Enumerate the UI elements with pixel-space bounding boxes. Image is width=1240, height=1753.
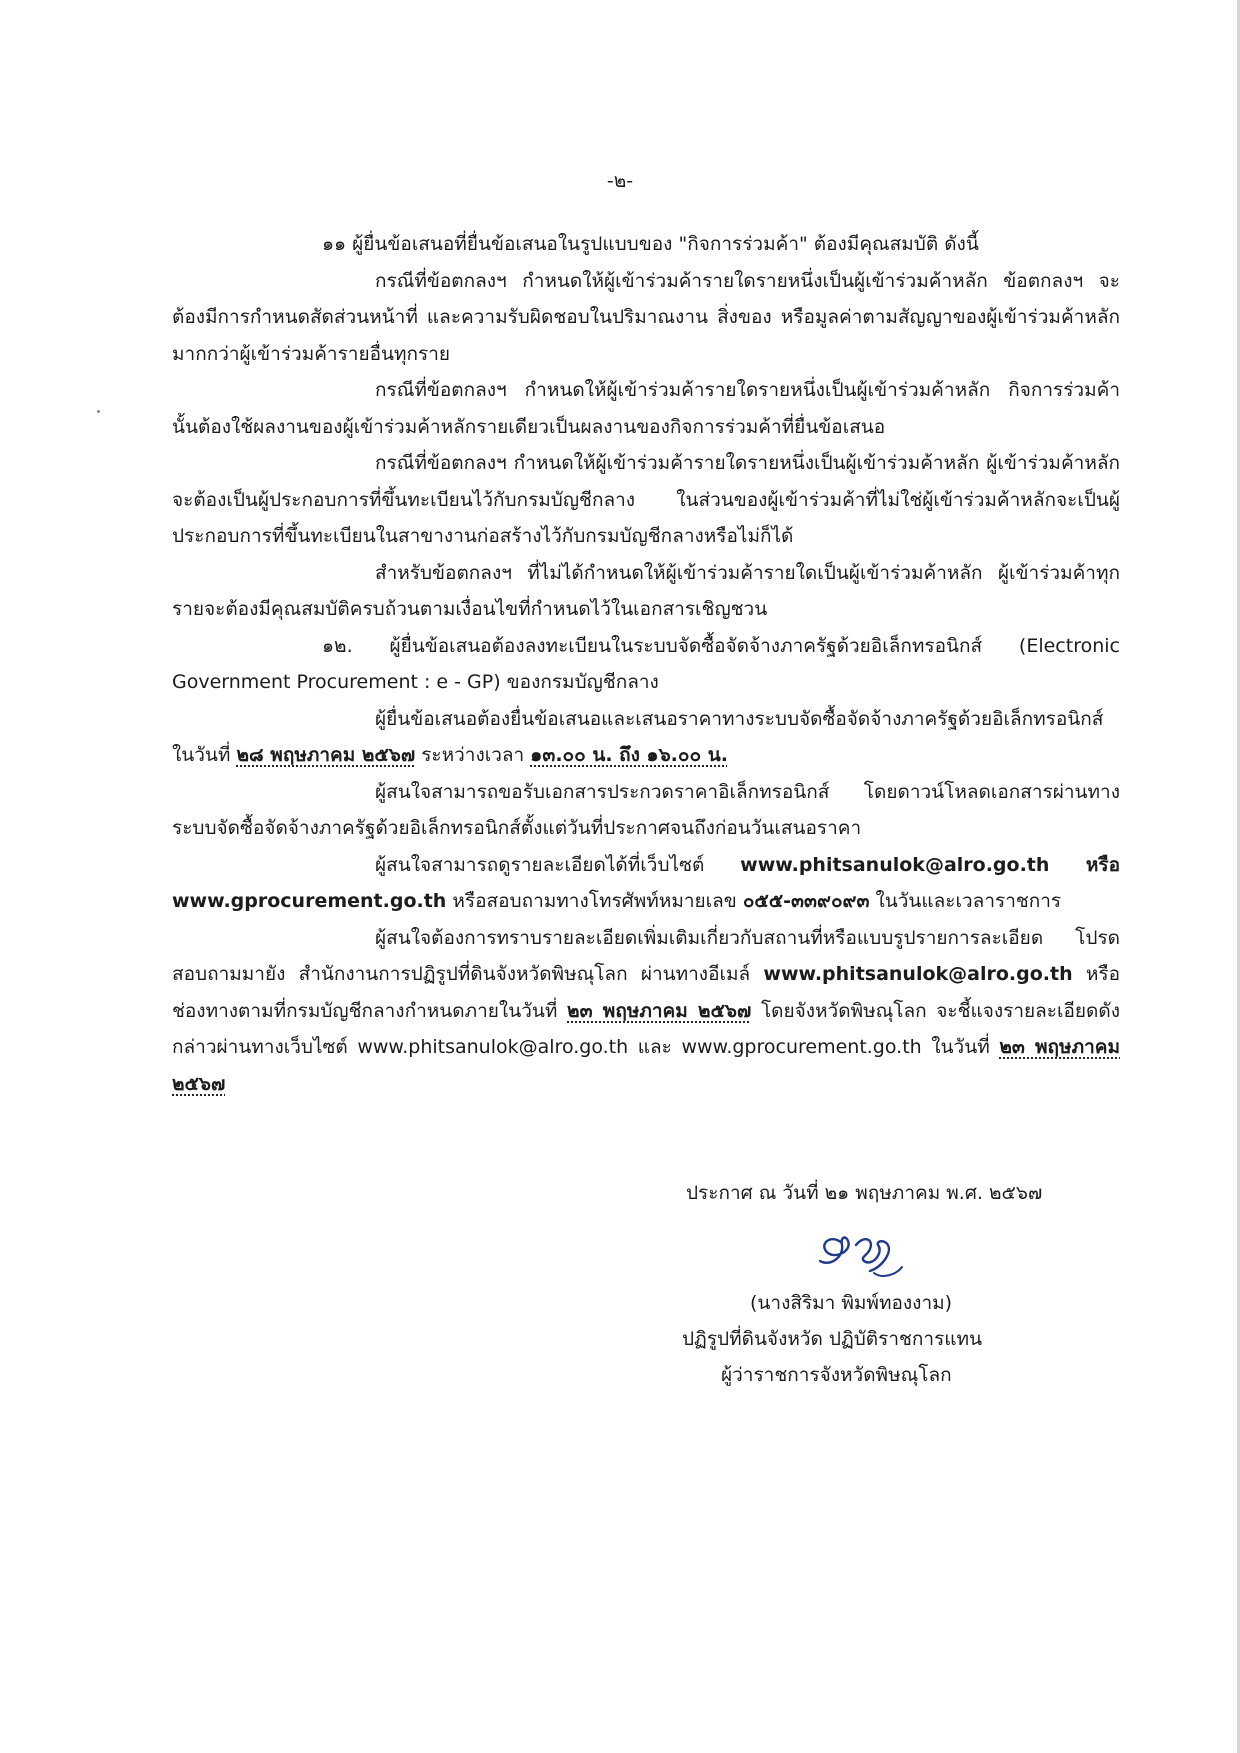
signatory-name: (นางสิริมา พิมพ์ทองงาม) [750,1292,953,1314]
submission-text-b: ระหว่างเวลา [415,744,531,766]
page-number: -๒- [606,170,634,192]
inquiry-paragraph [172,920,1120,1103]
signature-block [682,1285,1042,1393]
contact-website-2[interactable]: www.gprocurement.go.th [172,890,447,912]
contact-or: หรือ [1049,853,1120,876]
submission-paragraph [172,701,1120,774]
signatory-position-2: ผู้ว่าราชการจังหวัดพิษณุโลก [721,1364,952,1386]
clause-11-case-3: กรณีที่ข้อตกลงฯ กำหนดให้ผู้เข้าร่วมค้ารายใดรายหนึ่งเป็นผู้เข้าร่วมค้าหลัก ผู้เข้าร่วมค้าหลักจะต้องเป็นผู้ประกอบการที่ขึ้นทะเบียนไว้กับกรมบัญชีกลาง ในส่วนของผู้เข้าร่วมค้าที่ไม่ใช่ผู้เข้าร่วมค้าหลักจะเป็นผู้ประกอบการที่ขึ้นทะเบียนในสาขางานก่อสร้างไว้กับกรมบัญชีกลางหรือไม่ก็ได้ [172,452,1120,547]
contact-paragraph [172,847,1120,920]
signature-image [812,1227,922,1289]
inquiry-email[interactable]: www.phitsanulok@alro.go.th [763,963,1073,985]
document-body [172,226,1120,1102]
submission-text-a: ผู้ยื่นข้อเสนอต้องยื่นข้อเสนอและเสนอราคาทางระบบจัดซื้อจัดจ้างภาครัฐด้วยอิเล็กทรอนิกส์ ในวันที่ [172,707,1104,766]
clause-11-case-2: กรณีที่ข้อตกลงฯ กำหนดให้ผู้เข้าร่วมค้ารายใดรายหนึ่งเป็นผู้เข้าร่วมค้าหลัก กิจการร่วมค้านั้นต้องใช้ผลงานของผู้เข้าร่วมค้าหลักรายเดียวเป็นผลงานของกิจการร่วมค้าที่ยื่นข้อเสนอ [172,379,1120,438]
contact-text-c: ในวันและเวลาราชการ [869,890,1062,912]
signatory-position-1: ปฏิรูปที่ดินจังหวัด ปฏิบัติราชการแทน [682,1328,983,1350]
download-paragraph: ผู้สนใจสามารถขอรับเอกสารประกวดราคาอิเล็กทรอนิกส์ โดยดาวน์โหลดเอกสารผ่านทางระบบจัดซื้อจัดจ้างภาครัฐด้วยอิเล็กทรอนิกส์ตั้งแต่วันที่ประกาศจนถึงก่อนวันเสนอราคา [172,780,1120,839]
submission-date: ๒๘ พฤษภาคม ๒๕๖๗ [236,744,416,766]
inquiry-text-b: หรือช่องทางตามที่กรมบัญชีกลางกำหนดภายในวันที่ [172,963,1121,1022]
submission-time: ๑๓.๐๐ น. ถึง ๑๖.๐๐ น. [530,744,728,766]
contact-website-1[interactable]: www.phitsanulok@alro.go.th [740,853,1050,876]
announcement-date: ประกาศ ณ วันที่ ๒๑ พฤษภาคม พ.ศ. ๒๕๖๗ [686,1182,1043,1204]
contact-text-b: หรือสอบถามทางโทรศัพท์หมายเลข [446,890,743,912]
clause-11-case-4: สำหรับข้อตกลงฯ ที่ไม่ได้กำหนดให้ผู้เข้าร่วมค้ารายใดเป็นผู้เข้าร่วมค้าหลัก ผู้เข้าร่วมค้าทุกรายจะต้องมีคุณสมบัติครบถ้วนตามเงื่อนไขที่กำหนดไว้ในเอกสารเชิญชวน [172,561,1120,620]
clause-11-case-1: กรณีที่ข้อตกลงฯ กำหนดให้ผู้เข้าร่วมค้ารายใดรายหนึ่งเป็นผู้เข้าร่วมค้าหลัก ข้อตกลงฯ จะต้องมีการกำหนดสัดส่วนหน้าที่ และความรับผิดชอบในปริมาณงาน สิ่งของ หรือมูลค่าตามสัญญาของผู้เข้าร่วมค้าหลักมากกว่าผู้เข้าร่วมค้ารายอื่นทุกราย [172,269,1120,365]
inquiry-text-c: โดยจังหวัดพิษณุโลก จะชี้แจงรายละเอียดดังกล่าวผ่านทางเว็บไซต์ www.phitsanulok@alro.go.th และ www.gprocurement.go.th ในวันที่ [172,999,1120,1058]
contact-text-a: ผู้สนใจสามารถดูรายละเอียดได้ที่เว็บไซต์ [375,853,741,876]
inquiry-date-2: ๒๓ พฤษภาคม ๒๕๖๗ [172,1036,1120,1095]
inquiry-date-1: ๒๓ พฤษภาคม ๒๕๖๗ [567,999,752,1022]
scan-speck [97,410,100,413]
clause-12: ๑๒. ผู้ยื่นข้อเสนอต้องลงทะเบียนในระบบจัดซื้อจัดจ้างภาครัฐด้วยอิเล็กทรอนิกส์ (Electronic Government Procurement : e - GP) ของกรมบัญชีกลาง [172,634,1120,693]
clause-11-heading: ๑๑ ผู้ยื่นข้อเสนอที่ยื่นข้อเสนอในรูปแบบของ "กิจการร่วมค้า" ต้องมีคุณสมบัติ ดังนี้ [322,233,979,255]
contact-phone: ๐๕๕-๓๓๙๐๙๓ [742,890,870,912]
inquiry-text-a: ผู้สนใจต้องการทราบรายละเอียดเพิ่มเติมเกี่ยวกับสถานที่หรือแบบรูปรายการละเอียด โปรดสอบถามมายัง สำนักงานการปฏิรูปที่ดินจังหวัดพิษณุโลก ผ่านทางอีเมล์ [172,926,1120,985]
